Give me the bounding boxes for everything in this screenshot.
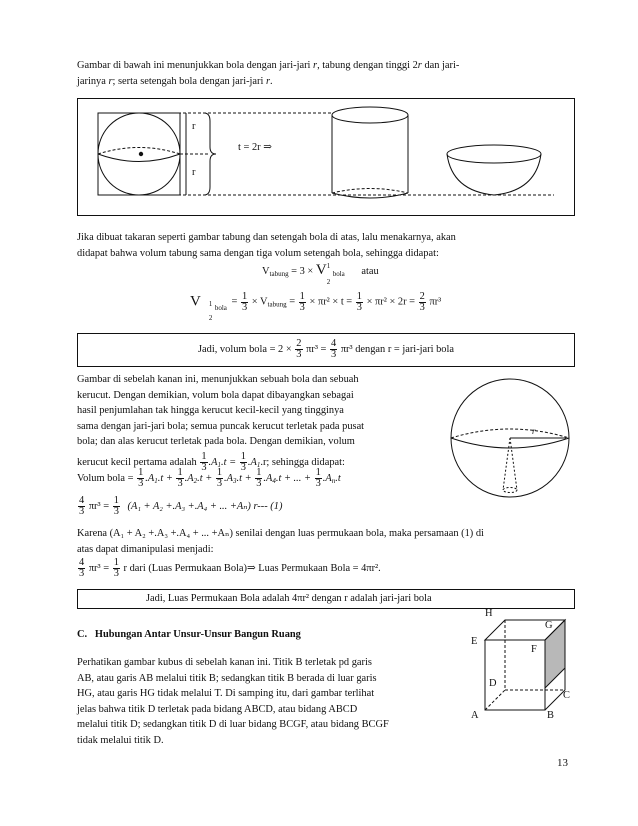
equation-v-tabung: $V_{tabung} = 3 \times V$ 1 bola 2 atau — [262, 262, 379, 286]
equation-surface: $\frac{4}{3}$ πr³ = $\frac{1}{3}$ r dari (Luas Permukaan Bola)⇒ Luas Permukaan Bola = 4πr². — [79, 557, 381, 579]
conclusion-volume-box: Jadi, volum bola = 2 × $\frac{2}{3}$ πr³ = $\frac{4}{3}$ πr³ dengan r = jari-jari bola — [77, 333, 575, 367]
equation-1: $\frac{4}{3}$ πr³ = $\frac{1}{3}$ (A₁ + A₂ +.A₃ +.A₄ + ... +Aₙ) r--- (1) — [79, 495, 283, 517]
sphere-center-dot — [139, 152, 143, 156]
sphere-r-label: r — [532, 426, 536, 436]
cube-label-a: A — [471, 710, 479, 721]
cube-label-h: H — [485, 608, 493, 619]
cube-label-d: D — [489, 678, 497, 689]
conclusion-surface-box: Jadi, Luas Permukaan Bola adalah 4πr² dengan r adalah jari-jari bola — [77, 589, 575, 609]
figure-sphere-cone — [448, 376, 573, 501]
figure1-drawing — [78, 99, 574, 215]
cube-drawing — [465, 614, 575, 726]
page-number: 13 — [557, 757, 568, 769]
para2-line2: didapat bahwa volum tabung sama dengan tiga volum setengah bola, sehingga didapat: — [77, 247, 439, 259]
volume-sum-equation: Volum bola = $\frac{1}{3}$ $.A_1.t$ + $\frac{1}{3}$ $.A_2.t$ + $\frac{1}{3}$ $.A_3.t$ + $\frac{1}{3}$ $.A_4.t$ + ... + $\frac{1}{3}$ $.A_n.t$ — [77, 467, 341, 489]
edge-bc — [545, 690, 565, 710]
intro-paragraph: Gambar di bawah ini menunjukkan bola dengan jari-jari r, tabung dengan tinggi 2r dan jari- jarinya r; serta setengah bola dengan jari-jari r. — [77, 60, 460, 87]
cube-label-b: B — [547, 710, 554, 721]
hemisphere-rim — [447, 145, 541, 163]
cube-label-c: C — [563, 690, 570, 701]
para2-line1: Jika dibuat takaran seperti gambar tabung dan setengah bola di atas, lalu menakarnya, akan — [77, 232, 456, 243]
r-bottom-label: r — [192, 167, 196, 178]
cone-right-edge — [510, 438, 517, 490]
height-label: t = 2r ⇒ — [238, 142, 272, 153]
sphere-cone-drawing — [448, 376, 573, 501]
cylinder-bottom-back — [332, 189, 408, 194]
section-c-paragraph: Perhatikan gambar kubus di sebelah kanan ini. Titik B terletak pd garis AB, atau garis AB melalui titik B; sedangkan titik B berada di luar garis HG, atau garis HG tidak melalui T. Di samping itu, dari gambar terlihat jelas bahwa titik D terletak pada bidang ABCD, atau bidang ABCD melalui titik D; sedangkan titik D di luar bidang BCGF, atau bidang BCGF tidak melalui titik D. — [77, 657, 389, 746]
big-sphere-equator-back — [451, 429, 569, 438]
edge-ad-hidden — [485, 690, 505, 710]
cone-left-edge — [503, 438, 510, 490]
sphere-equator-back — [98, 148, 180, 155]
sphere-equator-front — [98, 154, 180, 162]
equation-v-half-sphere: V 1 bola 2 = $\frac{1}{3}$ × $V_{tabung}$ = $\frac{1}{3}$ × πr² × t = $\frac{1}{3}$ × πr² × 2r = $\frac{2}{3}$ πr³ — [190, 290, 442, 322]
paragraph-sphere-cone: Gambar di sebelah kanan ini, menunjukkan sebuah bola dan sebuah kerucut. Dengan demikian, volum bola dapat dibayangkan sebagai hasil penjumlahan tak hingga kerucut kecil-kecil yang tingginya sama dengan jari-jari bola; semua puncak kerucut terletak pada pusat bola; dan alas kerucut terletak pada bola. Dengan demikian, volum kerucut kecil pertama adalah $\frac{1}{3}$ $.A_1.t$ = $\frac{1}{3}$ $.A_1.r$; sehingga didapat: — [77, 374, 365, 473]
figure-sphere-cylinder-hemisphere — [77, 98, 575, 216]
section-c-heading: C. Hubungan Antar Unsur-Unsur Bangun Ruang — [77, 629, 301, 640]
cylinder-top — [332, 107, 408, 123]
cube-label-g: G — [545, 620, 553, 631]
r-top-label: r — [192, 121, 196, 132]
paragraph-karena: Karena (A₁ + A₂ +.A₃ +.A₄ + ... +Aₙ) senilai dengan luas permukaan bola, maka persamaan (1) di atas dapat dimanipulasi menjadi: — [77, 528, 484, 555]
cube-label-f: F — [531, 644, 537, 655]
cube-label-e: E — [471, 636, 478, 647]
paragraph-takaran — [77, 230, 573, 261]
cone-base — [503, 488, 517, 493]
figure-cube — [465, 608, 575, 726]
